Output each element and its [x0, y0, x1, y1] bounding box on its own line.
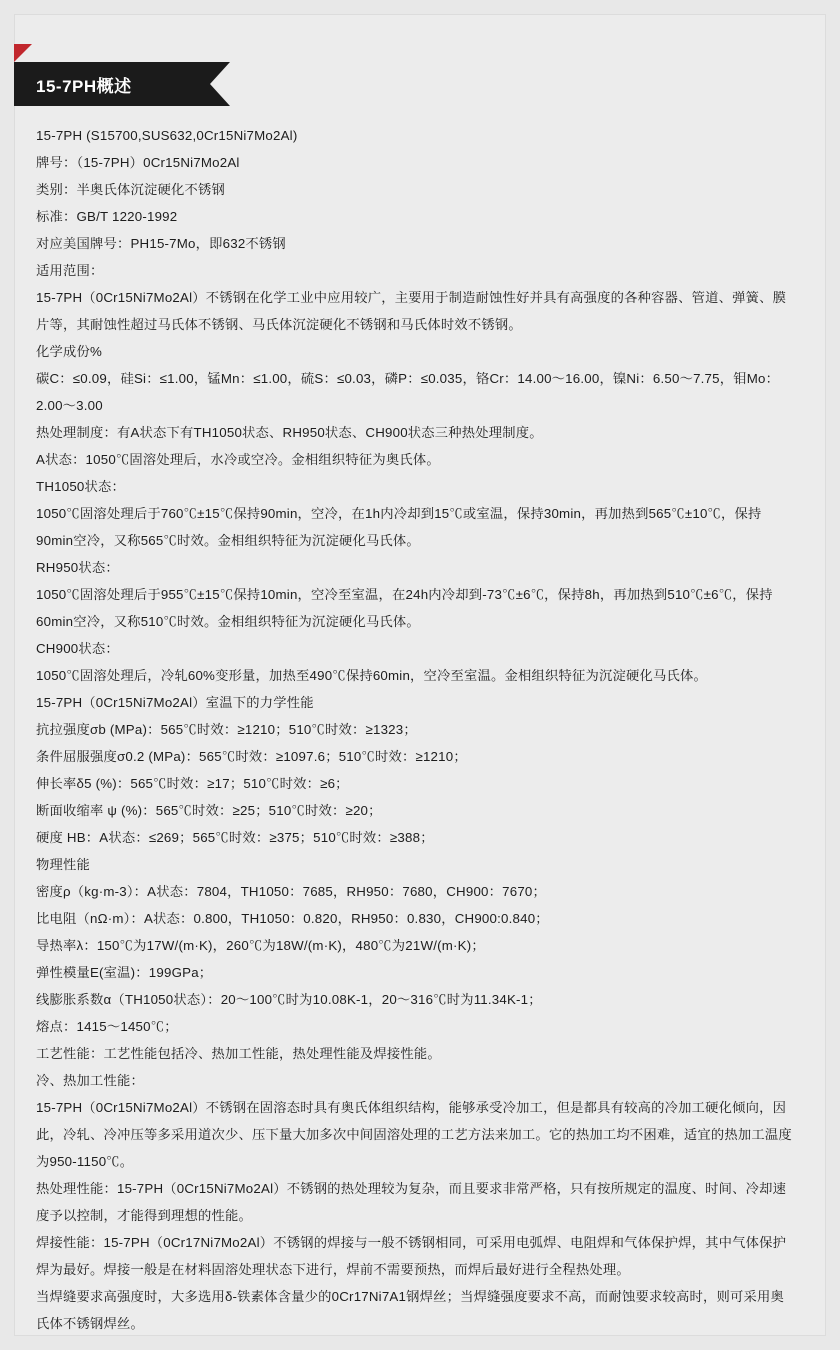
paragraph: 物理性能 [36, 857, 90, 872]
paragraph: CH900状态： [36, 641, 119, 656]
paragraph: 工艺性能：工艺性能包括冷、热加工性能，热处理性能及焊接性能。 [36, 1046, 441, 1061]
paragraph: 当焊缝要求高强度时，大多选用δ-铁素体含量少的0Cr17Ni7A1钢焊丝；当焊缝强度要求不高，而耐蚀要求较高时，则可采用奥氏体不锈钢焊丝。 [36, 1289, 785, 1331]
paragraph: 15-7PH（0Cr15Ni7Mo2Al）室温下的力学性能 [36, 695, 314, 710]
paragraph: 导热率λ：150℃为17W/(m·K)，260℃为18W/(m·K)，480℃为21W/(m·K)； [36, 938, 485, 953]
paragraph: 比电阻（nΩ·m）：A状态：0.800，TH1050：0.820，RH950：0.830，CH900:0.840； [36, 911, 549, 926]
paragraph: 线膨胀系数α（TH1050状态）：20～100℃时为10.08K-1，20～316℃时为11.34K-1； [36, 992, 542, 1007]
paragraph: 熔点：1415～1450℃； [36, 1019, 178, 1034]
paragraph: 化学成份% [36, 344, 103, 359]
paragraph: 1050℃固溶处理后于955℃±15℃保持10min，空冷至室温，在24h内冷却到-73℃±6℃，保持8h，再加热到510℃±6℃，保持60min空冷，又称510℃时效。金相组织特征为沉淀硬化马氏体。 [36, 587, 773, 629]
paragraph: 牌号：（15-7PH）0Cr15Ni7Mo2Al [36, 155, 240, 170]
section-banner [14, 44, 414, 106]
paragraph: 标准：GB/T 1220-1992 [36, 209, 178, 224]
paragraph: 条件屈服强度σ0.2 (MPa)：565℃时效：≥1097.6；510℃时效：≥1210； [36, 749, 467, 764]
banner-bar [14, 62, 210, 106]
paragraph: 类别：半奥氏体沉淀硬化不锈钢 [36, 182, 225, 197]
paragraph: 15-7PH (S15700,SUS632,0Cr15Ni7Mo2Al) [36, 128, 298, 143]
paragraph: 对应美国牌号：PH15-7Mo，即632不锈钢 [36, 236, 286, 251]
banner-accent-tail [14, 44, 32, 62]
paragraph: 硬度 HB：A状态：≤269；565℃时效：≥375；510℃时效：≥388； [36, 830, 434, 845]
banner-title: 15-7PH概述 [36, 76, 132, 96]
paragraph: 断面收缩率 ψ (%)：565℃时效：≥25；510℃时效：≥20； [36, 803, 382, 818]
paragraph: 热处理性能：15-7PH（0Cr15Ni7Mo2Al）不锈钢的热处理较为复杂，而且要求非常严格，只有按所规定的温度、时间、冷却速度予以控制，才能得到理想的性能。 [36, 1181, 787, 1223]
paragraph: 焊接性能：15-7PH（0Cr17Ni7Mo2Al）不锈钢的焊接与一般不锈钢相同，可采用电弧焊、电阻焊和气体保护焊，其中气体保护焊为最好。焊接一般是在材料固溶处理状态下进行，焊前不需要预热，而焊后最好进行全程热处理。 [36, 1235, 787, 1277]
paragraph: 碳C：≤0.09，硅Si：≤1.00，锰Mn：≤1.00，硫S：≤0.03，磷P：≤0.035，铬Cr：14.00～16.00，镍Ni：6.50～7.75，钼Mo：2.00～3.00 [36, 371, 780, 413]
paragraph: 15-7PH（0Cr15Ni7Mo2Al）不锈钢在固溶态时具有奥氏体组织结构，能够承受冷加工，但是都具有较高的冷加工硬化倾向，因此，冷轧、冷冲压等多采用道次少、压下量大加多次中间固溶处理的工艺方法来加工。它的热加工均不困难，适宜的热加工温度为950-1150℃。 [36, 1100, 792, 1169]
paragraph: 弹性模量E(室温)：199GPa； [36, 965, 213, 980]
paragraph: 1050℃固溶处理后于760℃±15℃保持90min，空冷，在1h内冷却到15℃或室温，保持30min，再加热到565℃±10℃，保持90min空冷，又称565℃时效。金相组织特征为沉淀硬化马氏体。 [36, 506, 762, 548]
paragraph: TH1050状态： [36, 479, 125, 494]
paragraph: 15-7PH（0Cr15Ni7Mo2Al）不锈钢在化学工业中应用较广，主要用于制造耐蚀性好并具有高强度的各种容器、管道、弹簧、膜片等，其耐蚀性超过马氏体不锈钢、马氏体沉淀硬化不锈钢和马氏体时效不锈钢。 [36, 290, 787, 332]
paragraph: A状态：1050℃固溶处理后，水冷或空冷。金相组织特征为奥氏体。 [36, 452, 440, 467]
paragraph: 伸长率δ5 (%)：565℃时效：≥17；510℃时效：≥6； [36, 776, 349, 791]
banner-arrow-tip [210, 62, 230, 106]
paragraph: 1050℃固溶处理后，冷轧60%变形量，加热至490℃保持60min，空冷至室温。金相组织特征为沉淀硬化马氏体。 [36, 668, 707, 683]
paragraph: 密度ρ（kg·m-3）：A状态：7804，TH1050：7685，RH950：7680，CH900：7670； [36, 884, 547, 899]
paragraph: RH950状态： [36, 560, 119, 575]
paragraph: 抗拉强度σb (MPa)：565℃时效：≥1210；510℃时效：≥1323； [36, 722, 417, 737]
paragraph: 适用范围： [36, 263, 104, 278]
paragraph: 热处理制度：有A状态下有TH1050状态、RH950状态、CH900状态三种热处理制度。 [36, 425, 543, 440]
paragraph: 冷、热加工性能： [36, 1073, 144, 1088]
document-body [36, 122, 796, 1337]
